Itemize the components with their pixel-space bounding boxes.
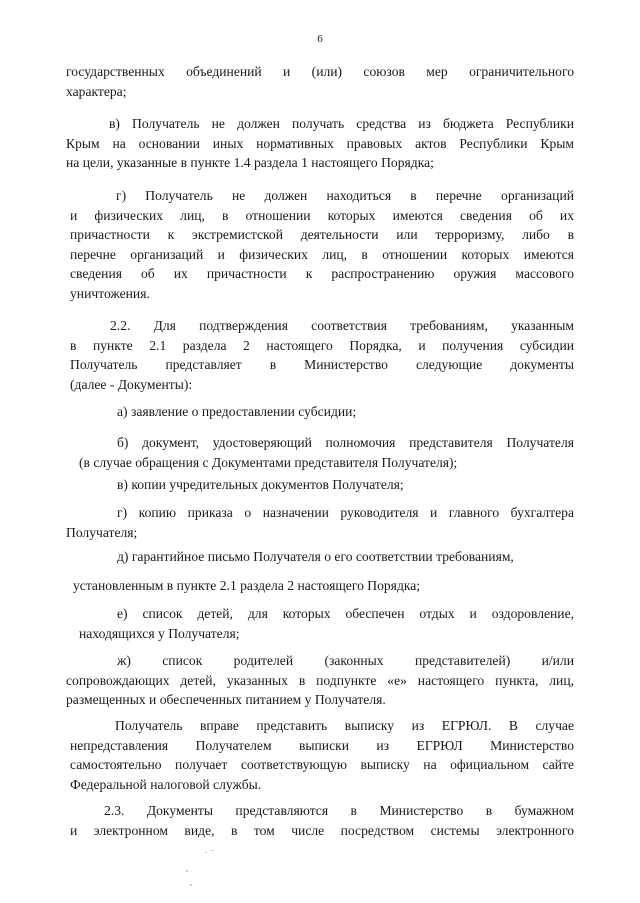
text-line: характера; [66, 83, 127, 99]
text-line: государственных объединений и (или) союзов мер ограничительного [66, 64, 574, 79]
text-line: причастности к экстремистской деятельности или терроризму, либо в [70, 227, 574, 242]
text-line: (далее - Документы): [70, 376, 193, 392]
scan-speck [190, 884, 192, 886]
paragraph-doc-e [79, 604, 574, 643]
text-line: (в случае обращения с Документами представителя Получателя); [79, 454, 458, 470]
text-line: Получатель вправе представить выписку из ЕГРЮЛ. В случае [115, 718, 574, 733]
text-line: е) список детей, для которых обеспечен отдых и оздоровление, [117, 606, 574, 621]
text-line: самостоятельно получает соответствующую выписку на официальном сайте [70, 757, 574, 772]
text-line: непредставления Получателем выписки из ЕГРЮЛ Министерство [70, 737, 574, 753]
text-line: в) копии учредительных документов Получателя; [117, 477, 404, 492]
text-line: а) заявление о предоставлении субсидии; [117, 404, 357, 419]
text-line: б) документ, удостоверяющий полномочия представителя Получателя [117, 435, 574, 450]
paragraph-doc-a [117, 402, 574, 422]
text-line: и электронном виде, в том числе посредством системы электронного [70, 822, 574, 838]
paragraph-doc-d [117, 547, 559, 567]
text-line: 2.2. Для подтверждения соответствия требованиям, указанным [110, 318, 574, 333]
text-line: г) Получатель не должен находиться в перечне организаций [116, 188, 574, 203]
paragraph-section-2-3 [70, 801, 574, 840]
text-line: находящихся у Получателя; [79, 625, 240, 641]
paragraph-doc-v [117, 475, 574, 495]
text-line: сведения об их причастности к распространению оружия массового [70, 266, 574, 281]
paragraph-egrul [70, 716, 574, 794]
text-line: размещенных и обеспеченных питанием у Получателя. [66, 692, 386, 707]
text-line: Получатель представляет в Министерство следующие документы [70, 357, 574, 372]
text-line: Федеральной налоговой службы. [70, 776, 262, 792]
paragraph-doc-b [79, 433, 574, 472]
scan-speck [211, 850, 214, 851]
paragraph-doc-g [66, 503, 574, 542]
text-line: Крым на основании иных нормативных правовых актов Республики Крым [66, 135, 574, 151]
paragraph-doc-d-cont [73, 576, 573, 596]
text-line: в) Получатель не должен получать средства из бюджета Республики [109, 116, 574, 131]
scan-speck [186, 870, 188, 872]
text-line: перечне организаций и физических лиц, в отношении которых имеются [70, 246, 574, 262]
text-line: и физических лиц, в отношении которых имеются сведения об их [70, 207, 574, 223]
scan-speck [205, 852, 207, 853]
paragraph-section-2-2 [70, 316, 574, 394]
text-line: сопровождающих детей, указанных в подпункте «е» настоящего пункта, лиц, [66, 672, 574, 688]
page-number: 6 [317, 33, 323, 45]
paragraph-item-v [66, 114, 574, 173]
text-line: Получателя; [66, 524, 138, 540]
text-line: в пункте 2.1 раздела 2 настоящего Порядка, и получения субсидии [70, 337, 574, 353]
text-line: д) гарантийное письмо Получателя о его соответствии требованиям, [117, 549, 514, 564]
paragraph-continuation [66, 62, 574, 101]
text-line: на цели, указанные в пункте 1.4 раздела 1 настоящего Порядка; [66, 155, 434, 170]
text-line: уничтожения. [70, 285, 150, 301]
text-line: ж) список родителей (законных представителей) и/или [117, 653, 574, 668]
text-line: установленным в пункте 2.1 раздела 2 настоящего Порядка; [73, 578, 421, 593]
text-line: 2.3. Документы представляются в Министерство в бумажном [104, 803, 574, 818]
text-line: г) копию приказа о назначении руководителя и главного бухгалтера [117, 505, 574, 520]
paragraph-doc-zh [66, 651, 574, 710]
paragraph-item-g [70, 186, 574, 303]
